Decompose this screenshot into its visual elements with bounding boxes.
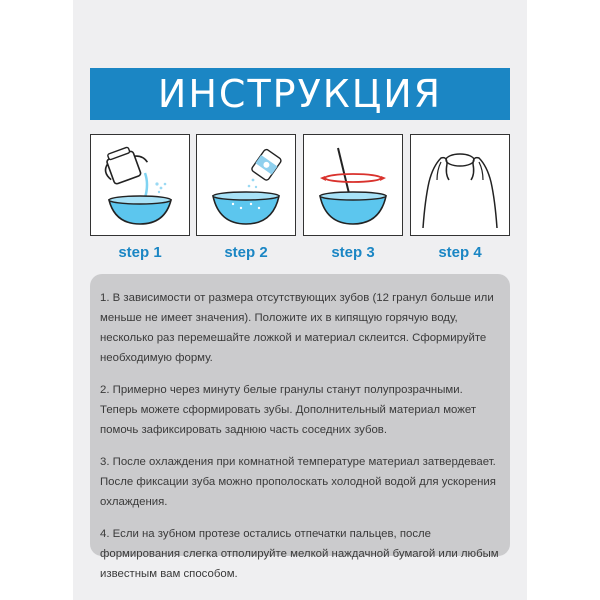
page-title: ИНСТРУКЦИЯ [157, 72, 443, 116]
hands-shaping-material-icon [415, 140, 505, 230]
title-banner [90, 68, 510, 120]
step-1-label: step 1 [118, 244, 162, 261]
step-2-label: step 2 [224, 244, 268, 261]
instructions-panel [90, 274, 510, 580]
step-4-label: step 4 [438, 244, 482, 261]
step-4 [410, 134, 510, 261]
step-4-image [410, 134, 510, 236]
instruction-4: 4. Если на зубном протезе остались отпечатки пальцев, после формирования слегка отполируйте мелкой наждачной бумагой или любым известным вам способом. [100, 528, 499, 580]
granules-into-bowl-icon [201, 140, 291, 230]
step-3-image [303, 134, 403, 236]
step-1-image [90, 134, 190, 236]
stirring-bowl-icon [308, 140, 398, 230]
step-2-image [196, 134, 296, 236]
instruction-1: 1. В зависимости от размера отсутствующих зубов (12 гранул больше или меньше не имеет значения). Положите их в кипящую горячую воду, несколько раз перемешайте ложкой и материал склеится. Сформируйте необходимую форму. [100, 292, 494, 364]
kettle-pouring-into-bowl-icon [95, 140, 185, 230]
step-2 [196, 134, 296, 261]
step-3 [303, 134, 403, 261]
instruction-2: 2. Примерно через минуту белые гранулы станут полупрозрачными. Теперь можете сформировать зубы. Дополнительный материал может помочь зафиксировать заднюю часть соседних зубов. [100, 384, 477, 436]
step-3-label: step 3 [331, 244, 375, 261]
step-1 [90, 134, 190, 261]
instruction-3: 3. После охлаждения при комнатной температуре материал затвердевает. После фиксации зуба можно прополоскать холодной водой для ускорения охлаждения. [100, 456, 496, 508]
